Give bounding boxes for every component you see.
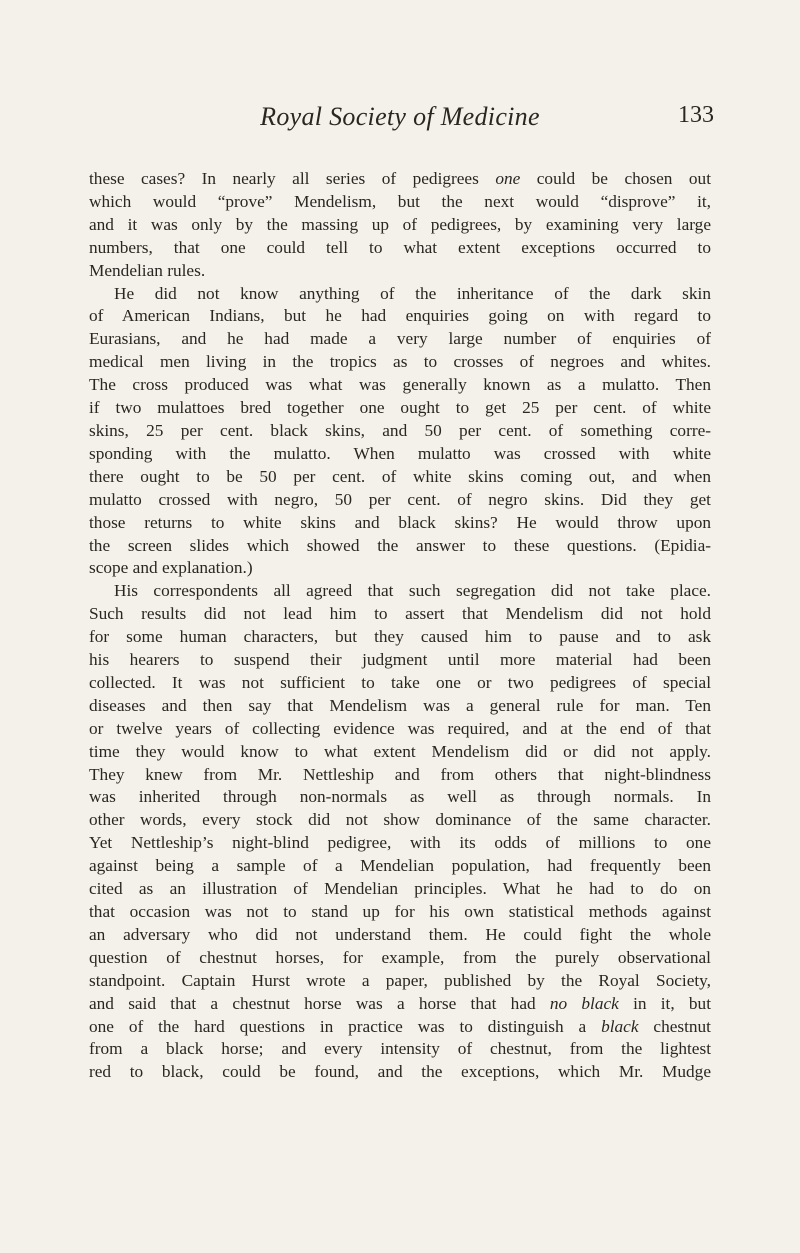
paragraph — [89, 283, 711, 581]
text-line: there ought to be 50 per cent. of white skins coming out, and when — [89, 466, 711, 486]
text-line: other words, every stock did not show dominance of the same character. — [89, 810, 711, 830]
text-line: these cases? In nearly all series of pedigrees one could be chosen out — [89, 169, 711, 188]
text-line: of American Indians, but he had enquiries going on with regard to — [89, 306, 711, 326]
text-line: against being a sample of a Mendelian population, had frequently been — [89, 856, 711, 876]
body-text — [89, 168, 711, 1084]
text-line: diseases and then say that Mendelism was a general rule for man. Ten — [89, 695, 711, 715]
page-number: 133 — [678, 102, 714, 128]
text-line: The cross produced was what was generally known as a mulatto. Then — [89, 375, 711, 395]
text-line: Yet Nettleship’s night-blind pedigree, with its odds of millions to one — [89, 833, 711, 853]
running-title: Royal Society of Medicine — [260, 102, 540, 131]
text-line: skins, 25 per cent. black skins, and 50 per cent. of something corre- — [89, 420, 711, 440]
text-line: Mendelian rules. — [89, 260, 206, 280]
text-line: one of the hard questions in practice was to distinguish a black chestnut — [89, 1016, 711, 1036]
text-line: mulatto crossed with negro, 50 per cent. of negro skins. Did they get — [89, 489, 711, 509]
text-line: those returns to white skins and black skins? He would throw upon — [89, 512, 711, 532]
text-line: medical men living in the tropics as to crosses of negroes and whites. — [89, 352, 711, 372]
text-line: the screen slides which showed the answer to these questions. (Epidia- — [89, 535, 711, 555]
text-line: Eurasians, and he had made a very large number of enquiries of — [89, 329, 711, 349]
text-line: or twelve years of collecting evidence was required, and at the end of that — [89, 718, 711, 738]
text-line: an adversary who did not understand them. He could fight the whole — [89, 924, 711, 944]
page-header — [0, 102, 800, 138]
text-line: scope and explanation.) — [89, 558, 253, 578]
text-line: was inherited through non-normals as well as through normals. In — [89, 787, 711, 807]
italic-text: no black — [549, 993, 619, 1013]
text-line: that occasion was not to stand up for his own statistical methods against — [89, 902, 711, 921]
text-line: time they would know to what extent Mendelism did or did not apply. — [89, 741, 711, 761]
text-line: cited as an illustration of Mendelian principles. What he had to do on — [89, 879, 711, 899]
paragraph — [89, 168, 711, 283]
text-line: standpoint. Captain Hurst wrote a paper, published by the Royal Society, — [89, 970, 711, 990]
text-line: from a black horse; and every intensity of chestnut, from the lightest — [89, 1039, 711, 1059]
text-line: and it was only by the massing up of pedigrees, by examining very large — [89, 214, 711, 234]
italic-text: one — [495, 169, 521, 188]
text-line: and said that a chestnut horse was a horse that had no black in it, but — [89, 993, 711, 1013]
text-line: sponding with the mulatto. When mulatto was crossed with white — [89, 443, 711, 463]
text-line: for some human characters, but they caused him to pause and to ask — [89, 627, 711, 647]
text-line: numbers, that one could tell to what extent exceptions occurred to — [89, 237, 711, 257]
text-line: collected. It was not sufficient to take one or two pedigrees of special — [89, 672, 711, 692]
text-line: He did not know anything of the inheritance of the dark skin — [114, 283, 711, 303]
text-line: question of chestnut horses, for example, from the purely observational — [89, 947, 711, 967]
text-line: Such results did not lead him to assert that Mendelism did not hold — [89, 604, 711, 624]
text-line: red to black, could be found, and the exceptions, which Mr. Mudge — [89, 1062, 711, 1082]
text-line: his hearers to suspend their judgment until more material had been — [89, 650, 711, 670]
text-line: They knew from Mr. Nettleship and from others that night-blindness — [89, 764, 711, 784]
paragraph — [89, 580, 711, 1084]
text-line: which would “prove” Mendelism, but the next would “disprove” it, — [89, 191, 711, 211]
text-line: His correspondents all agreed that such segregation did not take place. — [114, 581, 711, 601]
italic-text: black — [601, 1016, 639, 1036]
text-line: if two mulattoes bred together one ought to get 25 per cent. of white — [89, 398, 711, 418]
